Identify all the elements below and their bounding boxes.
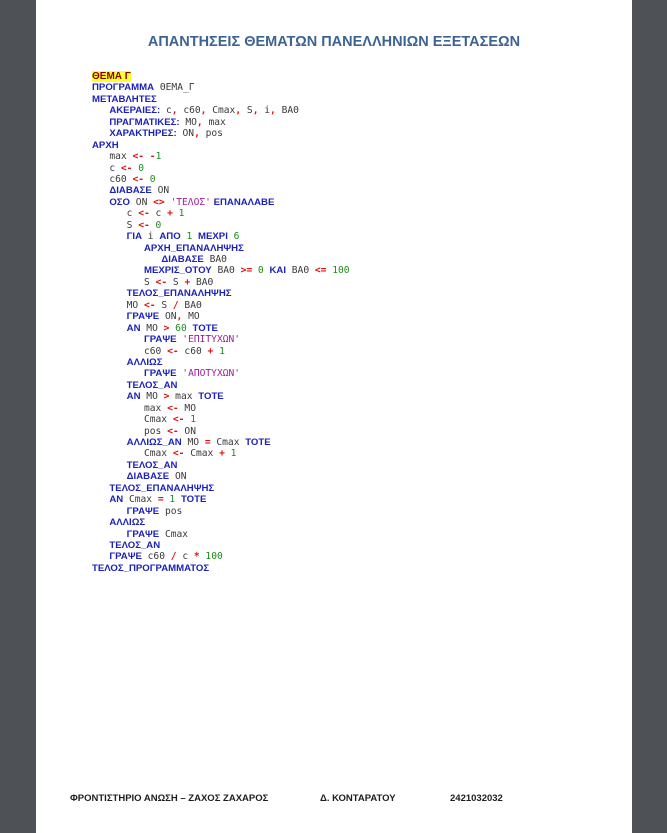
code-token: pos — [199, 128, 223, 140]
code-token: ΜΟ — [140, 391, 164, 403]
code-line — [92, 551, 350, 562]
footer-address: Δ. ΚΟΝΤΑΡΑΤΟΥ — [320, 793, 396, 804]
code-token: 60 — [169, 322, 193, 334]
code-token: ΔΙΑΒΑΣΕ — [161, 254, 204, 265]
code-token: ΓΙΑ — [126, 231, 143, 243]
code-token: ΔΙΑΒΑΣΕ — [109, 185, 152, 197]
code-token: , — [196, 116, 203, 128]
code-line — [92, 368, 350, 379]
code-line — [92, 128, 350, 139]
code-token: 100 — [199, 551, 223, 563]
code-token: 100 — [326, 265, 350, 277]
code-token: ΤΕΛΟΣ_ΑΝ — [126, 459, 178, 471]
code-line — [92, 311, 350, 322]
code-token: c60 — [178, 345, 208, 357]
code-token: ΤΟΤΕ — [245, 437, 271, 448]
code-line — [92, 471, 350, 482]
code-token: = — [204, 437, 211, 448]
code-line — [92, 197, 350, 208]
code-token: Cmax — [206, 105, 236, 117]
code-token: pos — [159, 505, 183, 517]
code-token: ΓΡΑΨΕ — [143, 368, 177, 380]
code-token: ΟΣΟ — [109, 196, 131, 208]
code-token: ΑΝ — [109, 494, 124, 506]
code-token: , — [194, 128, 200, 140]
code-token: ΟΝ — [159, 311, 177, 323]
code-token: ΤΕΛΟΣ_ΠΡΟΓΡΑΜΜΑΤΟΣ — [92, 562, 210, 574]
code-token: ΒΑΘ — [211, 265, 241, 277]
code-token: + — [207, 345, 214, 357]
code-token: ΑΚΕΡΑΙΕΣ: — [109, 105, 161, 117]
code-token: <- — [138, 219, 150, 231]
code-token: , — [235, 105, 242, 117]
code-token: , — [252, 105, 259, 117]
code-token: ΤΕΛΟΣ_ΕΠΑΝΑΛΗΨΗΣ — [109, 482, 215, 494]
code-token: ΟΝ — [130, 196, 154, 208]
page-title: ΑΠΑΝΤΗΣΕΙΣ ΘΕΜΑΤΩΝ ΠΑΝΕΛΛΗΝΙΩΝ ΕΞΕΤΑΣΕΩΝ — [147, 34, 521, 50]
code-token: ΑΡΧΗ — [92, 139, 119, 151]
code-line — [92, 300, 350, 311]
code-token: ΟΝ — [178, 425, 196, 437]
code-token: 0 — [252, 265, 270, 277]
code-token: ΒΑΘ — [190, 276, 214, 288]
code-token: ΓΡΑΨΕ — [126, 311, 160, 323]
code-line — [92, 380, 350, 391]
code-token: ΜΕΧΡΙΣ_ΟΤΟΥ — [143, 265, 212, 277]
code-token: ΜΟ — [182, 311, 200, 323]
code-token: ΑΛΛΙΩΣ — [126, 356, 163, 368]
code-listing — [92, 71, 350, 574]
code-token: 0 — [144, 173, 156, 185]
code-token: ΑΝ — [126, 391, 141, 403]
code-line — [92, 334, 350, 345]
code-token: S — [143, 276, 156, 288]
code-token: ΕΠΑΝΑΛΑΒΕ — [210, 196, 275, 208]
code-token: <- — [167, 402, 179, 414]
code-line — [92, 151, 350, 162]
code-token: <- — [172, 414, 185, 426]
code-token: ΑΠΟ — [159, 231, 181, 243]
code-token: max — [143, 402, 168, 414]
code-token: S — [167, 276, 185, 288]
code-token: ΑΛΛΙΩΣ — [109, 517, 146, 529]
code-token: 'ΕΠΙΤΥΧΩΝ' — [176, 334, 241, 346]
code-token: > — [163, 322, 170, 334]
code-token: ΜΟ — [140, 322, 164, 334]
code-token: ΤΟΤΕ — [198, 391, 224, 403]
code-token: ΜΟ — [178, 402, 196, 414]
code-token: ΑΝ — [126, 322, 141, 334]
code-line — [92, 163, 350, 174]
code-token: 1 — [224, 448, 237, 460]
code-token: ΜΕΧΡΙ — [198, 231, 228, 243]
code-token: , — [200, 105, 207, 117]
code-line — [92, 517, 350, 528]
code-token: ΔΙΑΒΑΣΕ — [126, 471, 170, 483]
code-line — [92, 288, 350, 299]
code-token: 1 — [184, 414, 196, 426]
code-token: ΧΑΡΑΚΤΗΡΕΣ: — [109, 128, 177, 140]
code-line — [92, 94, 350, 105]
code-token: ΤΟΤΕ — [180, 494, 207, 506]
code-token: ΒΑΘ — [203, 254, 227, 265]
code-line — [92, 323, 350, 334]
code-token: c60 — [177, 105, 201, 117]
code-token: + — [167, 208, 173, 220]
code-token: ΤΕΛΟΣ_ΕΠΑΝΑΛΗΨΗΣ — [126, 288, 232, 300]
code-token: ΒΑΘ — [178, 299, 202, 311]
code-token: c60 — [109, 173, 133, 185]
code-token: ΜΕΤΑΒΛΗΤΕΣ — [92, 93, 157, 105]
code-token: c — [149, 208, 168, 220]
code-token: 1 — [180, 231, 199, 243]
footer-phone: 2421032032 — [450, 793, 503, 804]
code-token: <- — [172, 448, 185, 460]
code-line — [92, 357, 350, 368]
code-token: Cmax — [159, 528, 189, 540]
code-line — [92, 208, 350, 219]
code-line — [92, 403, 350, 414]
code-line — [92, 391, 350, 402]
code-token: >= — [240, 265, 253, 277]
code-token: , — [176, 311, 183, 323]
code-token: - — [149, 151, 156, 163]
code-token: c — [126, 208, 139, 220]
code-line — [92, 563, 350, 574]
code-line — [92, 265, 350, 276]
code-token: * — [193, 551, 200, 563]
code-token: <- — [120, 162, 133, 174]
code-token: <- — [167, 345, 179, 357]
code-token: S — [126, 219, 139, 231]
code-token: > — [163, 391, 170, 403]
code-token: + — [184, 276, 191, 288]
code-token: max — [202, 116, 226, 128]
code-token: ΠΡΑΓΜΑΤΙΚΕΣ: — [109, 116, 180, 128]
code-token: 1 — [155, 151, 162, 163]
code-token: 1 — [213, 345, 225, 357]
code-token: / — [172, 299, 179, 311]
code-line — [92, 82, 350, 93]
code-token: ΟΝ — [151, 185, 170, 197]
code-token: <- — [132, 151, 144, 163]
code-token: Cmax — [210, 437, 246, 448]
code-token: ΟΝ — [176, 128, 195, 140]
code-token: c60 — [143, 345, 168, 357]
code-token: <- — [167, 425, 179, 437]
code-line — [92, 414, 350, 425]
code-token: = — [157, 494, 164, 506]
code-token: max — [169, 391, 199, 403]
code-token: ΓΡΑΨΕ — [126, 528, 160, 540]
code-token: ΓΡΑΨΕ — [109, 551, 142, 563]
code-token: ΑΛΛΙΩΣ_ΑΝ — [126, 437, 182, 448]
code-token: 6 — [227, 231, 240, 243]
code-token: ΤΕΛΟΣ_ΑΝ — [109, 539, 161, 551]
code-token: 'ΑΠΟΤΥΧΩΝ' — [176, 368, 241, 380]
code-line — [92, 529, 350, 540]
code-token: Cmax — [123, 494, 158, 506]
code-token: ΒΑΘ — [275, 105, 299, 117]
code-token: ΠΡΟΓΡΑΜΜΑ — [92, 82, 155, 94]
code-token: ΜΟ — [179, 116, 197, 128]
code-line — [92, 494, 350, 505]
code-token: <- — [138, 208, 150, 220]
code-token: + — [219, 448, 225, 460]
code-line — [92, 174, 350, 185]
code-line — [92, 426, 350, 437]
code-token: ΒΑΘ — [286, 265, 315, 277]
code-token: pos — [143, 425, 168, 437]
code-token: 1 — [163, 494, 181, 506]
code-token: 1 — [172, 208, 185, 220]
code-line — [92, 506, 350, 517]
code-line — [92, 460, 350, 471]
code-token: c — [176, 551, 194, 563]
code-token: , — [270, 105, 276, 117]
code-token: / — [170, 551, 177, 563]
code-line — [92, 540, 350, 551]
code-line — [92, 448, 350, 459]
code-line — [92, 185, 350, 196]
code-token: <- — [132, 173, 144, 185]
code-line — [92, 346, 350, 357]
code-token: ΓΡΑΨΕ — [126, 505, 160, 517]
code-line — [92, 231, 350, 242]
code-line — [92, 254, 350, 265]
code-token: i — [142, 231, 160, 243]
code-token: i — [258, 105, 271, 117]
code-token: ΜΟ — [126, 299, 144, 311]
code-token: c60 — [141, 551, 171, 563]
code-line — [92, 117, 350, 128]
code-line — [92, 277, 350, 288]
code-token: c — [109, 162, 121, 174]
code-token: ΤΕΛΟΣ_ΑΝ — [126, 379, 178, 391]
document-page — [36, 0, 632, 833]
code-token: <> — [153, 196, 165, 208]
code-token: ΘΕΜΑ Γ — [92, 71, 131, 82]
code-token: ΚΑΙ — [269, 265, 286, 277]
code-token: ΓΡΑΨΕ — [143, 334, 177, 346]
code-token: S — [155, 299, 173, 311]
code-token: Cmax — [143, 448, 173, 460]
code-token: <- — [155, 276, 168, 288]
code-token: 0 — [132, 162, 145, 174]
code-token: 'ΤΕΛΟΣ' — [164, 196, 211, 208]
code-token: ΤΟΤΕ — [192, 322, 218, 334]
footer-organization: ΦΡΟΝΤΙΣΤΗΡΙΟ ΑΝΩΣΗ – ΖΑΧΟΣ ΖΑΧΑΡΟΣ — [70, 793, 269, 804]
code-token: c — [160, 105, 172, 117]
code-token: Cmax — [143, 414, 173, 426]
code-token: ΘΕΜΑ_Γ — [154, 82, 195, 94]
code-token: S — [241, 105, 253, 117]
code-token: 0 — [149, 219, 162, 231]
code-token: <= — [314, 265, 327, 277]
code-token: Cmax — [184, 448, 220, 460]
code-token: max — [109, 151, 133, 163]
code-line — [92, 220, 350, 231]
code-line — [92, 105, 350, 116]
code-line — [92, 243, 350, 254]
code-line — [92, 71, 350, 82]
code-token: ΟΝ — [169, 471, 187, 483]
code-token: ΑΡΧΗ_ΕΠΑΝΑΛΗΨΗΣ — [143, 242, 244, 254]
code-line — [92, 140, 350, 151]
code-line — [92, 437, 350, 448]
code-token: , — [171, 105, 178, 117]
code-token: ΜΟ — [181, 437, 205, 448]
code-line — [92, 483, 350, 494]
code-token: <- — [143, 299, 156, 311]
